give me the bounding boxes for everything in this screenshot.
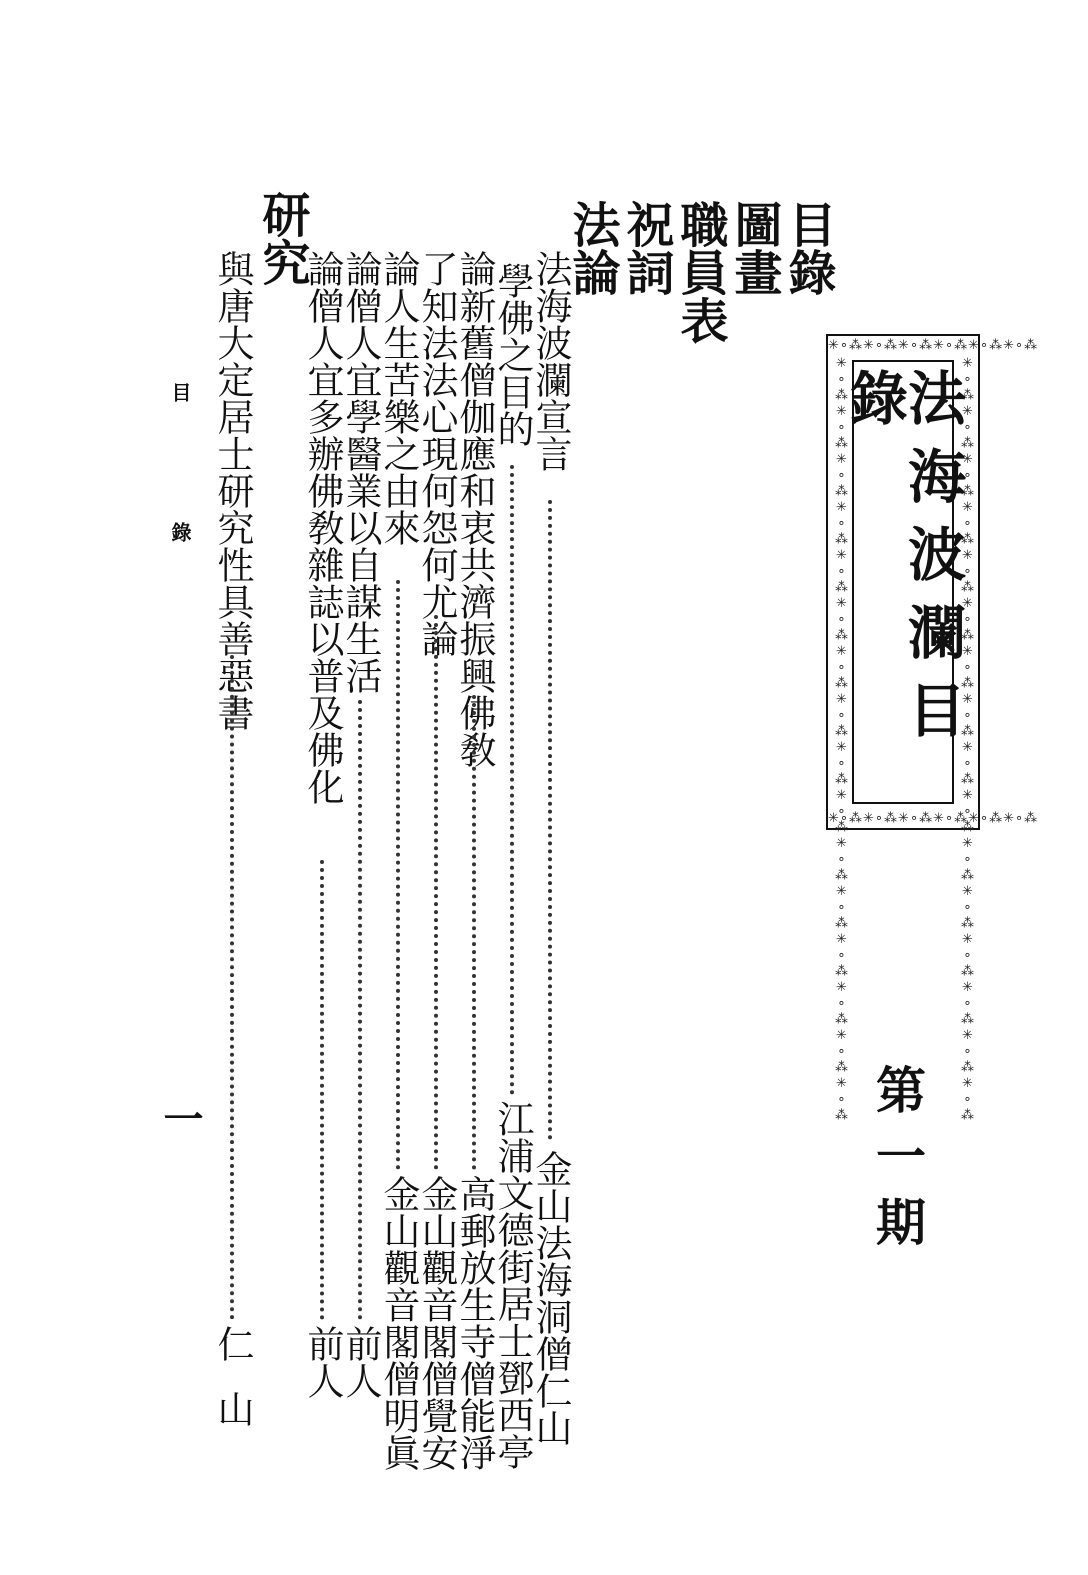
entry-title: 學佛之目的: [491, 262, 534, 447]
dot-leader: [230, 655, 234, 1320]
toc-entry: [415, 250, 458, 1471]
section-illustrations: 圖畫: [726, 200, 782, 296]
entry-title: 了知法法心現何怨何尤論: [415, 250, 458, 657]
publication-title: 法海波瀾目錄: [840, 368, 966, 758]
section-contents: 目錄: [780, 200, 836, 296]
entry-author: 江浦文德街居士鄧西亭: [491, 1100, 534, 1470]
entry-title: 論僧人宜學醫業以自謀生活: [339, 250, 382, 694]
section-staff: 職員表: [672, 200, 728, 344]
dot-leader: [472, 695, 476, 1170]
dot-leader: [548, 500, 552, 1140]
entry-author: 仁山: [211, 1325, 254, 1455]
toc-entry: [491, 250, 534, 1470]
dot-leader: [434, 615, 438, 1170]
section-dharma: 法論: [564, 200, 620, 296]
entry-title: 論新舊僧伽應和衷共濟振興佛敎: [453, 250, 496, 768]
entry-title: 法海波瀾宣言: [529, 250, 572, 472]
toc-entry: [377, 250, 420, 1471]
toc-entry: [453, 250, 496, 1471]
toc-entry: [302, 250, 342, 1420]
section-research: 研究: [254, 190, 310, 286]
entry-title: 與唐大定居士研究性具善惡書: [211, 250, 254, 731]
dot-leader: [396, 580, 400, 1170]
toc-entry: [211, 250, 254, 1455]
entry-author: 前人: [339, 1325, 382, 1399]
running-head: 目錄: [168, 382, 192, 662]
issue-number: 第一期: [868, 1064, 927, 1262]
dot-leader: [320, 860, 324, 1320]
dot-leader: [510, 465, 514, 1095]
entry-author: 金山觀音閣僧明眞: [377, 1175, 420, 1471]
entry-author: 金山觀音閣僧覺安: [415, 1175, 458, 1471]
entry-author: 高郵放生寺僧能淨: [453, 1175, 496, 1471]
toc-entry: [529, 250, 572, 1446]
entry-title: 論僧人宜多辦佛敎雜誌以普及佛化: [301, 250, 344, 805]
ornamental-border: ✳∘⁂✳∘⁂✳∘⁂✳∘⁂✳∘⁂✳∘⁂ ✳∘⁂✳∘⁂✳∘⁂✳∘⁂✳∘⁂✳∘⁂ ✳∘⁂✳∘⁂✳∘⁂✳∘⁂✳∘⁂✳∘⁂✳∘⁂✳∘⁂✳∘⁂✳∘⁂✳∘⁂✳∘⁂✳∘⁂✳∘⁂✳∘⁂✳∘⁂ ✳∘⁂✳∘⁂✳∘⁂✳∘⁂✳∘⁂✳∘⁂✳∘⁂✳∘⁂✳∘⁂✳∘⁂✳∘⁂✳∘⁂✳∘⁂✳∘⁂✳∘⁂✳∘⁂: [828, 338, 1039, 1124]
entry-title: 論人生苦樂之由來: [377, 250, 420, 546]
page-number: 一: [157, 1098, 204, 1138]
entry-author: 金山法海洞僧仁山: [529, 1150, 572, 1446]
dot-leader: [358, 700, 362, 1320]
entry-author: 前人: [301, 1325, 344, 1399]
section-blessing: 祝詞: [618, 200, 674, 296]
title-cartouche: [826, 334, 1039, 1124]
toc-entry: [340, 250, 380, 1420]
